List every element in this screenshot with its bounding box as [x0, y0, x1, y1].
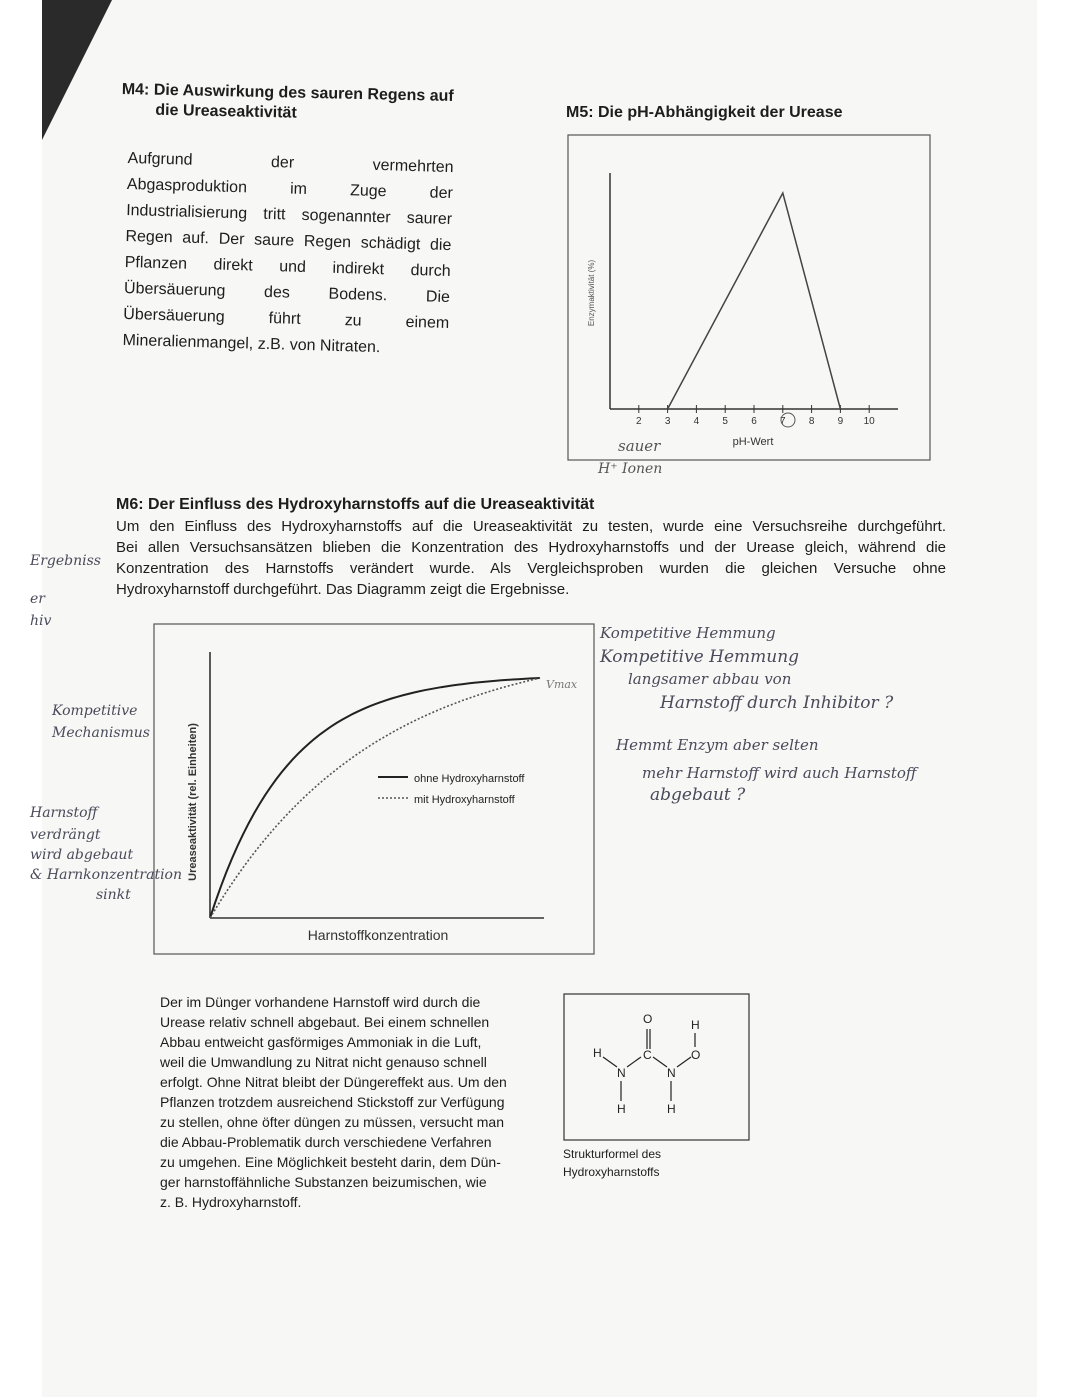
structure-caption-line1: Strukturformel des: [563, 1147, 662, 1161]
text-line: Übersäuerung führt zu einem: [123, 305, 450, 333]
m5-tick-label: 2: [636, 416, 642, 427]
text-line: Abbau entweicht gasförmiges Ammoniak in die Luft,: [160, 1034, 482, 1050]
text-line: Aufgrund der vermehrten: [127, 149, 454, 177]
m5-tick-label: 7: [780, 416, 786, 427]
text-line: erfolgt. Ohne Nitrat bleibt der Düngereffekt aus. Um den: [160, 1074, 507, 1090]
m5-tick-label: 6: [751, 416, 757, 427]
text-line: Abgasproduktion im Zuge der: [126, 175, 454, 203]
m6-x-label: Harnstoffkonzentration: [307, 927, 449, 943]
m5-tick-label: 5: [722, 416, 728, 427]
atom-c: C: [643, 1048, 652, 1062]
structure-bonds: [603, 1029, 695, 1101]
m5-hand-ionen: H⁺ Ionen: [598, 461, 663, 477]
atom-o1: O: [643, 1012, 653, 1026]
handwritten-margin-note: er: [30, 591, 45, 607]
structure-frame: [564, 994, 749, 1140]
text-line: weil die Umwandlung zu Nitrat nicht genauso schnell: [160, 1054, 487, 1070]
m4-title-line1: M4: Die Auswirkung des sauren Regens auf: [121, 80, 454, 105]
handwritten-note: Kompetitive Hemmung: [600, 647, 800, 667]
handwritten-notes-right: [600, 622, 1000, 806]
m5-tick-label: 3: [664, 416, 671, 427]
handwritten-note: Kompetitive Hemmung: [600, 624, 776, 642]
m6-line: Um den Einfluss des Hydroxyharnstoffs auf die Ureaseaktivität zu testen, wurde eine Versuchsreihe durchgeführt.: [116, 518, 946, 535]
m6-urea-chart: [152, 622, 597, 957]
m5-tick-label: 9: [837, 416, 844, 427]
text-line: z. B. Hydroxyharnstoff.: [160, 1194, 302, 1210]
handwritten-margin-note: verdrängt: [30, 827, 101, 843]
text-line: zu umgehen. Eine Möglichkeit besteht darin, dem Dün-: [160, 1154, 501, 1170]
handwritten-margin-note: Ergebniss: [30, 553, 101, 569]
atom-h3: H: [667, 1102, 676, 1116]
m4-title: [121, 80, 454, 127]
handwritten-margin-note: wird abgebaut: [30, 847, 134, 863]
m5-hand-sauer: sauer: [618, 437, 661, 455]
m6-paragraph: [116, 516, 946, 600]
m6-line: Hydroxyharnstoff durchgeführt. Das Diagramm zeigt die Ergebnisse.: [116, 581, 570, 598]
folded-corner: [42, 0, 112, 140]
text-line: zu stellen, ohne öfter düngen zu müssen, versucht man: [160, 1114, 504, 1130]
legend-label-mit: mit Hydroxyharnstoff: [414, 794, 515, 806]
m5-tick-label: 10: [863, 416, 875, 427]
m5-tick-label: 4: [693, 416, 700, 427]
text-line: Regen auf. Der saure Regen schädigt die: [125, 227, 452, 255]
structure-caption: [563, 1145, 661, 1181]
structure-caption-line2: Hydroxyharnstoffs: [563, 1165, 660, 1179]
text-line: Industrialisierung tritt sogenannter saurer: [125, 201, 453, 229]
hydroxyurea-structure: [563, 993, 750, 1141]
m6-line: Konzentration des Harnstoffs verändert wurde. Als Vergleichsproben wurden die gleichen Versuche ohne: [116, 560, 946, 577]
m5-x-label: pH-Wert: [732, 436, 774, 448]
text-line: die Abbau-Problematik durch verschiedene Verfahren: [160, 1134, 492, 1150]
m6-vmax-note: Vmax: [546, 678, 578, 691]
text-line: ger harnstoffähnliche Substanzen beizumischen, wie: [160, 1174, 487, 1190]
text-line: Übersäuerung des Bodens. Die: [123, 279, 451, 307]
handwritten-margin-note: Kompetitive: [52, 703, 138, 719]
handwritten-note: langsamer abbau von: [628, 670, 792, 688]
atom-h2: H: [617, 1102, 626, 1116]
handwritten-margin-note: Mechanismus: [52, 725, 150, 741]
m5-activity-curve: [668, 193, 841, 409]
handwritten-notes-left: [30, 553, 180, 953]
atom-n1: N: [617, 1066, 626, 1080]
text-line: Urease relativ schnell abgebaut. Bei einem schnellen: [160, 1014, 490, 1030]
handwritten-note: abgebaut ?: [650, 785, 746, 805]
m5-title: M5: Die pH-Abhängigkeit der Urease: [566, 104, 843, 121]
atom-h4: H: [691, 1018, 700, 1032]
atom-h1: H: [593, 1046, 602, 1060]
text-line: Der im Dünger vorhandene Harnstoff wird durch die: [160, 994, 481, 1010]
handwritten-note: mehr Harnstoff wird auch Harnstoff: [642, 764, 917, 782]
handwritten-margin-note: hiv: [30, 613, 52, 629]
handwritten-margin-note: & Harnkonzentration: [30, 867, 182, 883]
atom-o2: O: [691, 1048, 701, 1062]
text-line: Pflanzen trotzdem ausreichend Stickstoff zur Verfügung: [160, 1094, 505, 1110]
m5-ph-chart: [566, 133, 936, 493]
m4-paragraph: [122, 146, 454, 363]
m5-y-label: Enzymaktivität (%): [587, 259, 596, 327]
bottom-paragraph: [160, 992, 530, 1212]
atom-n2: N: [667, 1066, 676, 1080]
handwritten-margin-note: sinkt: [96, 887, 131, 903]
m6-y-label: Ureaseaktivität (rel. Einheiten): [187, 723, 199, 881]
handwritten-note: Hemmt Enzym aber selten: [616, 736, 819, 754]
m6-line: Bei allen Versuchsansätzen blieben die Konzentration des Hydroxyharnstoffs und der Urease gleich, während die: [116, 539, 946, 556]
text-line: Mineralienmangel, z.B. von Nitraten.: [122, 331, 381, 357]
m5-tick-label: 8: [808, 416, 815, 427]
m6-frame: [154, 624, 594, 954]
text-line: Pflanzen direkt und indirekt durch: [124, 253, 451, 281]
legend-label-ohne: ohne Hydroxyharnstoff: [414, 773, 525, 785]
handwritten-note: Harnstoff durch Inhibitor ?: [660, 693, 894, 713]
handwritten-margin-note: Harnstoff: [30, 805, 98, 821]
m6-title: M6: Der Einfluss des Hydroxyharnstoffs auf die Ureaseaktivität: [116, 496, 595, 513]
m5-frame: [568, 135, 930, 460]
m4-title-line2: die Ureaseaktivität: [155, 101, 297, 122]
